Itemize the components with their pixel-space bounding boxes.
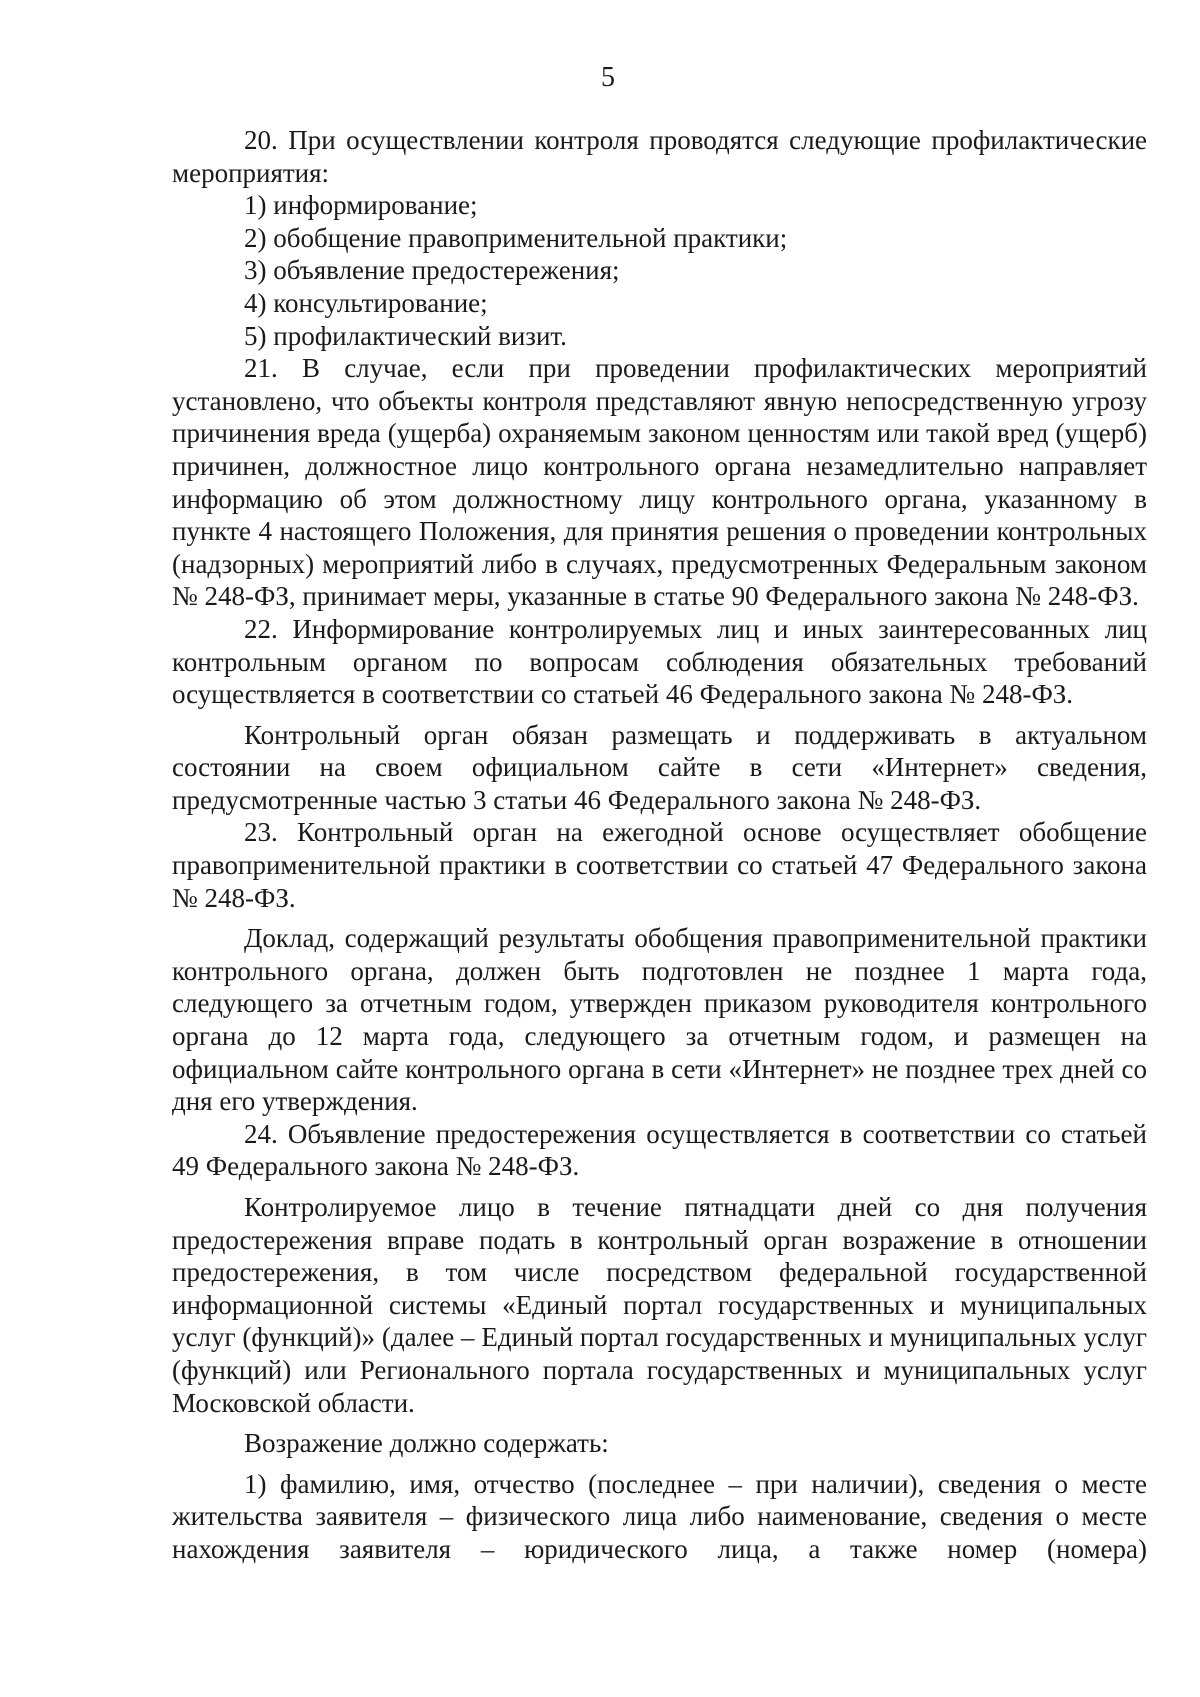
paragraph-objection-item-1: 1) фамилию, имя, отчество (последнее – при наличии), сведения о месте жительства заявителя – физического лица либо наименование, сведения о месте нахождения заявителя – юридического лица, а также номер (номера) bbox=[172, 1468, 1147, 1564]
list-item-consulting: 4) консультирование; bbox=[244, 287, 488, 318]
paragraph-24-objection: Контролируемое лицо в течение пятнадцати дней со дня получения предостережения вправе подать в контрольный орган возражение в отношении предостережения, в том числе посредством федеральной государственной информационной системы «Единый портал государственных и муниципальных услуг (функций)» (далее – Единый портал государственных и муниципальных услуг (функций) или Регионального портала государственных и муниципальных услуг Московской области. bbox=[172, 1192, 1147, 1418]
list-item-generalization: 2) обобщение правоприменительной практики; bbox=[244, 222, 788, 253]
list-item-warning: 3) объявление предостережения; bbox=[244, 255, 620, 286]
paragraph-22-website: Контрольный орган обязан размещать и поддерживать в актуальном состоянии на своем официальном сайте в сети «Интернет» сведения, предусмотренные частью 3 статьи 46 Федерального закона № 248-ФЗ. bbox=[172, 719, 1147, 815]
paragraph-23-report: Доклад, содержащий результаты обобщения правоприменительной практики контрольного органа, должен быть подготовлен не позднее 1 марта года, следующего за отчетным годом, утвержден приказом руководителя контрольного органа до 12 марта года, следующего за отчетным годом, и размещен на официальном сайте контрольного органа в сети «Интернет» не позднее трех дней со дня его утверждения. bbox=[172, 923, 1147, 1117]
paragraph-21: 21. В случае, если при проведении профилактических мероприятий установлено, что объекты контроля представляют явную непосредственную угрозу причинения вреда (ущерба) охраняемым законом ценностям или такой вред (ущерб) причинен, должностное лицо контрольного органа незамедлительно направляет информацию об этом должностному лицу контрольного органа, указанному в пункте 4 настоящего Положения, для принятия решения о проведении контрольных (надзорных) мероприятий либо в случаях, предусмотренных Федеральным законом № 248-ФЗ, принимает меры, указанные в статье 90 Федерального закона № 248-ФЗ. bbox=[172, 353, 1147, 612]
paragraph-23: 23. Контрольный орган на ежегодной основе осуществляет обобщение правоприменительной практики в соответствии со статьей 47 Федерального закона № 248-ФЗ. bbox=[172, 817, 1147, 913]
list-item-visit: 5) профилактический визит. bbox=[244, 320, 567, 351]
list-item-informing: 1) информирование; bbox=[244, 190, 478, 221]
paragraph-20: 20. При осуществлении контроля проводятся следующие профилактические мероприятия: bbox=[172, 125, 1147, 188]
paragraph-24: 24. Объявление предостережения осуществляется в соответствии со статьей 49 Федерального закона № 248-ФЗ. bbox=[172, 1118, 1147, 1182]
paragraph-22: 22. Информирование контролируемых лиц и иных заинтересованных лиц контрольным органом по вопросам соблюдения обязательных требований осуществляется в соответствии со статьей 46 Федерального закона № 248-ФЗ. bbox=[172, 613, 1147, 710]
paragraph-objection-contents: Возражение должно содержать: bbox=[244, 1428, 609, 1459]
document-body bbox=[172, 124, 1147, 1566]
page-number: 5 bbox=[601, 62, 615, 93]
